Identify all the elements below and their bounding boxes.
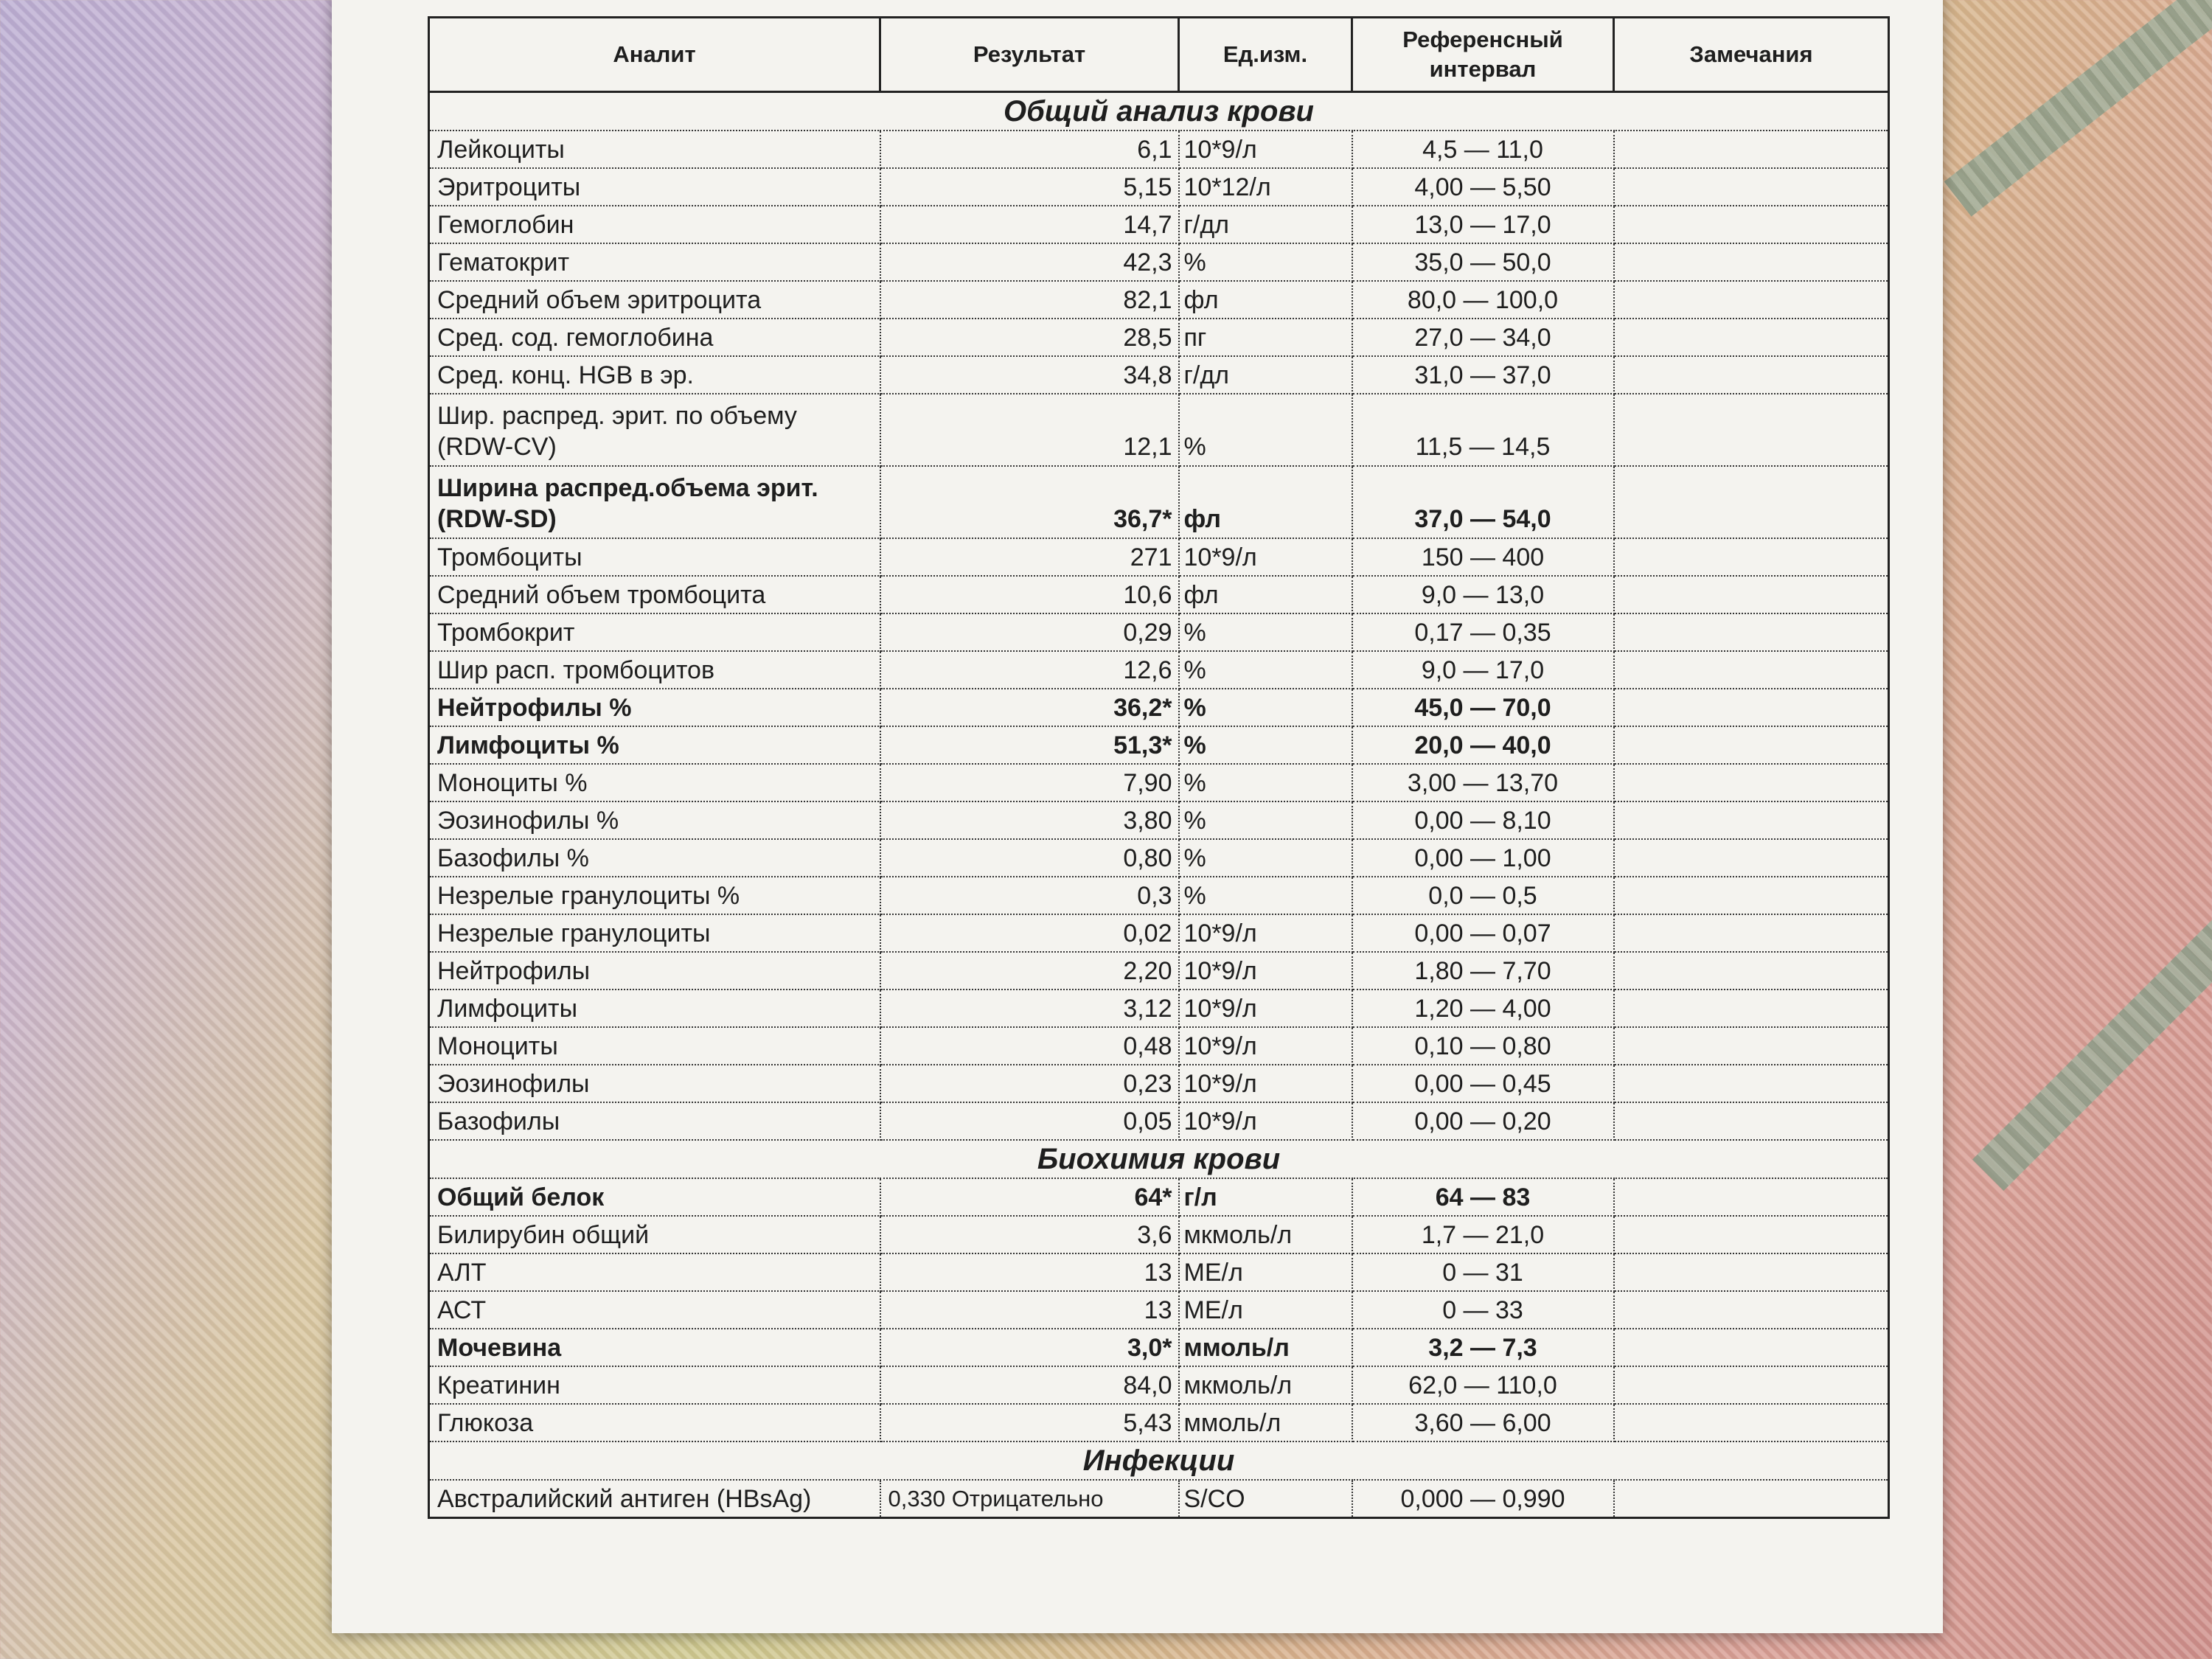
unit-cell: пг [1179,319,1352,356]
table-row [429,726,1889,764]
reference-cell: 13,0 — 17,0 [1352,206,1614,243]
unit-cell: % [1179,689,1352,726]
table-row [429,1404,1889,1441]
analyte-cell: Эритроциты [429,168,880,206]
remarks-cell [1614,839,1889,877]
table-row [429,356,1889,394]
table-row [429,990,1889,1027]
analyte-cell: Австралийский антиген (HBsAg) [429,1480,880,1518]
reference-cell: 3,00 — 13,70 [1352,764,1614,801]
unit-cell: 10*12/л [1179,168,1352,206]
unit-cell: г/дл [1179,356,1352,394]
table-row [429,1216,1889,1253]
results-body [429,92,1889,1518]
reference-cell: 0,0 — 0,5 [1352,877,1614,914]
reference-cell: 3,2 — 7,3 [1352,1329,1614,1366]
table-row [429,689,1889,726]
table-row [429,1329,1889,1366]
analyte-cell: Нейтрофилы % [429,689,880,726]
remarks-cell [1614,1366,1889,1404]
analyte-cell: АЛТ [429,1253,880,1291]
result-cell: 12,1 [880,394,1179,466]
analyte-cell: Незрелые гранулоциты % [429,877,880,914]
result-cell: 3,12 [880,990,1179,1027]
remarks-cell [1614,538,1889,576]
reference-cell: 4,5 — 11,0 [1352,131,1614,168]
reference-cell: 0,17 — 0,35 [1352,613,1614,651]
reference-cell: 0,00 — 0,07 [1352,914,1614,952]
unit-cell: % [1179,726,1352,764]
analyte-cell: Эозинофилы [429,1065,880,1102]
analyte-cell: Лейкоциты [429,131,880,168]
reference-cell: 27,0 — 34,0 [1352,319,1614,356]
reference-cell: 9,0 — 17,0 [1352,651,1614,689]
analyte-cell: Шир. распред. эрит. по объему (RDW-CV) [429,394,880,466]
table-row [429,319,1889,356]
result-cell: 7,90 [880,764,1179,801]
unit-cell: мкмоль/л [1179,1366,1352,1404]
reference-cell: 0,00 — 0,45 [1352,1065,1614,1102]
reference-cell: 31,0 — 37,0 [1352,356,1614,394]
result-cell: 51,3* [880,726,1179,764]
remarks-cell [1614,206,1889,243]
analyte-cell: Шир расп. тромбоцитов [429,651,880,689]
remarks-cell [1614,131,1889,168]
remarks-cell [1614,689,1889,726]
result-cell: 0,330 Отрицательно [880,1480,1179,1518]
result-cell: 64* [880,1178,1179,1216]
result-cell: 3,6 [880,1216,1179,1253]
remarks-cell [1614,1404,1889,1441]
result-cell: 0,80 [880,839,1179,877]
unit-cell: 10*9/л [1179,131,1352,168]
unit-cell: МЕ/л [1179,1253,1352,1291]
result-cell: 13 [880,1291,1179,1329]
table-row [429,1253,1889,1291]
result-cell: 6,1 [880,131,1179,168]
unit-cell: % [1179,877,1352,914]
table-row [429,394,1889,466]
section-header [429,1441,1889,1480]
unit-cell: фл [1179,281,1352,319]
unit-cell: % [1179,394,1352,466]
remarks-cell [1614,801,1889,839]
analyte-cell: Креатинин [429,1366,880,1404]
table-row [429,613,1889,651]
table-row [429,1291,1889,1329]
table-row [429,1366,1889,1404]
analyte-cell: Мочевина [429,1329,880,1366]
analyte-cell: Общий белок [429,1178,880,1216]
result-cell: 3,80 [880,801,1179,839]
result-cell: 13 [880,1253,1179,1291]
analyte-cell: Лимфоциты [429,990,880,1027]
remarks-cell [1614,877,1889,914]
reference-cell: 3,60 — 6,00 [1352,1404,1614,1441]
analyte-cell: АСТ [429,1291,880,1329]
section-header [429,1140,1889,1178]
unit-cell: S/CO [1179,1480,1352,1518]
reference-cell: 0,00 — 1,00 [1352,839,1614,877]
analyte-cell: Тромбоциты [429,538,880,576]
result-cell: 5,43 [880,1404,1179,1441]
result-cell: 82,1 [880,281,1179,319]
analyte-cell: Ширина распред.объема эрит. (RDW-SD) [429,466,880,538]
remarks-cell [1614,394,1889,466]
table-row [429,801,1889,839]
unit-cell: % [1179,243,1352,281]
unit-cell: 10*9/л [1179,914,1352,952]
column-header-analyte: Аналит [429,18,880,92]
section-title: Инфекции [429,1441,1889,1480]
analyte-cell: Средний объем эритроцита [429,281,880,319]
table-row [429,914,1889,952]
remarks-cell [1614,168,1889,206]
unit-cell: ммоль/л [1179,1404,1352,1441]
reference-cell: 0,000 — 0,990 [1352,1480,1614,1518]
column-header-unit: Ед.изм. [1179,18,1352,92]
result-cell: 12,6 [880,651,1179,689]
section-title: Биохимия крови [429,1140,1889,1178]
remarks-cell [1614,764,1889,801]
remarks-cell [1614,576,1889,613]
table-row [429,243,1889,281]
unit-cell: 10*9/л [1179,952,1352,990]
table-row [429,538,1889,576]
unit-cell: мкмоль/л [1179,1216,1352,1253]
unit-cell: % [1179,613,1352,651]
unit-cell: ммоль/л [1179,1329,1352,1366]
table-row [429,1102,1889,1140]
unit-cell: г/дл [1179,206,1352,243]
table-header-row [429,18,1889,92]
unit-cell: 10*9/л [1179,990,1352,1027]
analyte-cell: Моноциты % [429,764,880,801]
table-row [429,131,1889,168]
background-stripe [1944,0,2212,217]
reference-cell: 150 — 400 [1352,538,1614,576]
unit-cell: % [1179,801,1352,839]
table-row [429,1178,1889,1216]
analyte-cell: Незрелые гранулоциты [429,914,880,952]
result-cell: 34,8 [880,356,1179,394]
column-header-result: Результат [880,18,1179,92]
remarks-cell [1614,356,1889,394]
reference-cell: 0,10 — 0,80 [1352,1027,1614,1065]
reference-cell: 1,7 — 21,0 [1352,1216,1614,1253]
reference-cell: 62,0 — 110,0 [1352,1366,1614,1404]
analyte-cell: Базофилы % [429,839,880,877]
reference-cell: 0 — 33 [1352,1291,1614,1329]
unit-cell: % [1179,839,1352,877]
remarks-cell [1614,243,1889,281]
remarks-cell [1614,1253,1889,1291]
reference-cell: 1,20 — 4,00 [1352,990,1614,1027]
background-stripe [1972,888,2212,1191]
result-cell: 271 [880,538,1179,576]
result-cell: 84,0 [880,1366,1179,1404]
remarks-cell [1614,1291,1889,1329]
remarks-cell [1614,281,1889,319]
result-cell: 0,3 [880,877,1179,914]
analyte-cell: Нейтрофилы [429,952,880,990]
reference-cell: 9,0 — 13,0 [1352,576,1614,613]
analyte-cell: Моноциты [429,1027,880,1065]
analyte-cell: Эозинофилы % [429,801,880,839]
analyte-cell: Билирубин общий [429,1216,880,1253]
remarks-cell [1614,914,1889,952]
reference-cell: 80,0 — 100,0 [1352,281,1614,319]
unit-cell: 10*9/л [1179,1102,1352,1140]
remarks-cell [1614,952,1889,990]
remarks-cell [1614,1178,1889,1216]
unit-cell: фл [1179,466,1352,538]
reference-cell: 37,0 — 54,0 [1352,466,1614,538]
column-header-reference: Референсный интервал [1352,18,1614,92]
result-cell: 28,5 [880,319,1179,356]
result-cell: 0,02 [880,914,1179,952]
results-table [428,16,1890,1519]
reference-cell: 20,0 — 40,0 [1352,726,1614,764]
remarks-cell [1614,466,1889,538]
reference-cell: 4,00 — 5,50 [1352,168,1614,206]
table-row [429,651,1889,689]
result-cell: 3,0* [880,1329,1179,1366]
remarks-cell [1614,990,1889,1027]
reference-cell: 35,0 — 50,0 [1352,243,1614,281]
section-header [429,92,1889,131]
analyte-cell: Гематокрит [429,243,880,281]
reference-cell: 64 — 83 [1352,1178,1614,1216]
unit-cell: % [1179,651,1352,689]
result-cell: 36,7* [880,466,1179,538]
unit-cell: % [1179,764,1352,801]
table-row [429,1480,1889,1518]
analyte-cell: Базофилы [429,1102,880,1140]
reference-cell: 0,00 — 8,10 [1352,801,1614,839]
remarks-cell [1614,1216,1889,1253]
result-cell: 42,3 [880,243,1179,281]
table-row [429,466,1889,538]
analyte-cell: Средний объем тромбоцита [429,576,880,613]
result-cell: 0,48 [880,1027,1179,1065]
analyte-cell: Сред. сод. гемоглобина [429,319,880,356]
unit-cell: 10*9/л [1179,1065,1352,1102]
table-row [429,1027,1889,1065]
result-cell: 36,2* [880,689,1179,726]
reference-cell: 45,0 — 70,0 [1352,689,1614,726]
table-row [429,168,1889,206]
table-row [429,206,1889,243]
reference-cell: 11,5 — 14,5 [1352,394,1614,466]
reference-cell: 0,00 — 0,20 [1352,1102,1614,1140]
analyte-cell: Тромбокрит [429,613,880,651]
result-cell: 0,05 [880,1102,1179,1140]
analyte-cell: Сред. конц. HGB в эр. [429,356,880,394]
remarks-cell [1614,726,1889,764]
remarks-cell [1614,1027,1889,1065]
result-cell: 2,20 [880,952,1179,990]
remarks-cell [1614,1102,1889,1140]
unit-cell: 10*9/л [1179,538,1352,576]
column-header-remarks: Замечания [1614,18,1889,92]
remarks-cell [1614,1065,1889,1102]
table-row [429,764,1889,801]
remarks-cell [1614,1329,1889,1366]
table-row [429,952,1889,990]
unit-cell: МЕ/л [1179,1291,1352,1329]
table-row [429,877,1889,914]
reference-cell: 1,80 — 7,70 [1352,952,1614,990]
reference-cell: 0 — 31 [1352,1253,1614,1291]
unit-cell: г/л [1179,1178,1352,1216]
result-cell: 5,15 [880,168,1179,206]
analyte-cell: Лимфоциты % [429,726,880,764]
table-row [429,839,1889,877]
remarks-cell [1614,319,1889,356]
remarks-cell [1614,1480,1889,1518]
unit-cell: фл [1179,576,1352,613]
result-cell: 10,6 [880,576,1179,613]
result-cell: 0,23 [880,1065,1179,1102]
table-row [429,1065,1889,1102]
result-cell: 0,29 [880,613,1179,651]
analyte-cell: Глюкоза [429,1404,880,1441]
table-row [429,281,1889,319]
remarks-cell [1614,651,1889,689]
unit-cell: 10*9/л [1179,1027,1352,1065]
analyte-cell: Гемоглобин [429,206,880,243]
result-cell: 14,7 [880,206,1179,243]
remarks-cell [1614,613,1889,651]
section-title: Общий анализ крови [429,92,1889,131]
table-row [429,576,1889,613]
